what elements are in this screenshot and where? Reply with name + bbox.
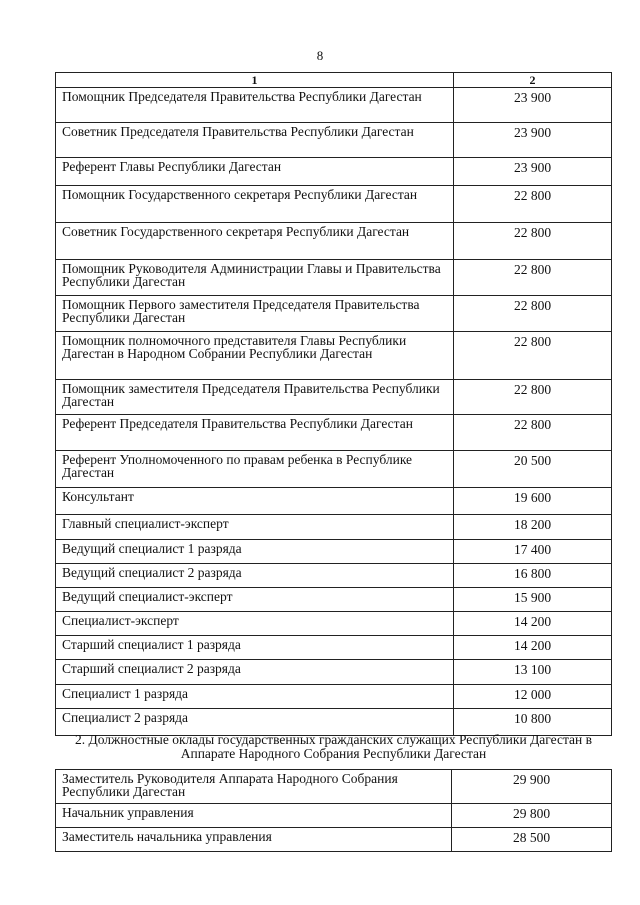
position-cell: Специалист 2 разряда [56,709,454,736]
table-row [56,260,612,296]
salary-cell: 29 900 [452,770,612,804]
salary-cell: 22 800 [454,260,612,296]
position-cell: Помощник Первого заместителя Председателя Правительства Республики Дагестан [56,296,454,332]
salary-cell: 28 500 [452,828,612,852]
page-number: 8 [316,48,324,63]
column-header-2: 2 [454,73,612,88]
salary-cell: 23 900 [454,158,612,186]
position-cell: Помощник заместителя Председателя Правительства Республики Дагестан [56,380,454,415]
salary-cell: 12 000 [454,685,612,709]
salary-cell: 22 800 [454,332,612,380]
table-row [56,770,612,804]
salary-cell: 20 500 [454,451,612,488]
salary-cell: 22 800 [454,186,612,223]
table-row [56,380,612,415]
table-header-row [56,73,612,88]
table-row [56,828,612,852]
position-cell: Референт Уполномоченного по правам ребенка в Республике Дагестан [56,451,454,488]
position-cell: Старший специалист 2 разряда [56,660,454,685]
salary-cell: 10 800 [454,709,612,736]
salary-cell: 19 600 [454,488,612,515]
position-cell: Главный специалист-эксперт [56,515,454,540]
table-row [56,540,612,564]
table-row [56,564,612,588]
position-cell: Ведущий специалист 1 разряда [56,540,454,564]
table-row [56,612,612,636]
salary-cell: 29 800 [452,804,612,828]
table-row [56,636,612,660]
table-row [56,158,612,186]
salary-cell: 15 900 [454,588,612,612]
position-cell: Референт Председателя Правительства Республики Дагестан [56,415,454,451]
table-row [56,515,612,540]
salary-cell: 22 800 [454,380,612,415]
position-cell: Специалист-эксперт [56,612,454,636]
table-row [56,223,612,260]
salary-cell: 14 200 [454,636,612,660]
position-cell: Советник Государственного секретаря Республики Дагестан [56,223,454,260]
salary-cell: 22 800 [454,296,612,332]
position-cell: Начальник управления [56,804,452,828]
salary-cell: 22 800 [454,415,612,451]
table-row [56,660,612,685]
position-cell: Старший специалист 1 разряда [56,636,454,660]
table-row [56,451,612,488]
salary-cell: 13 100 [454,660,612,685]
table-row [56,332,612,380]
salary-cell: 14 200 [454,612,612,636]
position-cell: Помощник полномочного представителя Главы Республики Дагестан в Народном Собрании Республики Дагестан [56,332,454,380]
table-row [56,88,612,123]
table-row [56,123,612,158]
position-cell: Помощник Руководителя Администрации Главы и Правительства Республики Дагестан [56,260,454,296]
position-cell: Ведущий специалист 2 разряда [56,564,454,588]
salary-cell: 23 900 [454,88,612,123]
position-cell: Помощник Председателя Правительства Республики Дагестан [56,88,454,123]
table-row [56,186,612,223]
salary-cell: 18 200 [454,515,612,540]
position-cell: Специалист 1 разряда [56,685,454,709]
table-row [56,488,612,515]
salary-cell: 22 800 [454,223,612,260]
position-cell: Консультант [56,488,454,515]
salary-cell: 23 900 [454,123,612,158]
position-cell: Помощник Государственного секретаря Республики Дагестан [56,186,454,223]
column-header-1: 1 [56,73,454,88]
table-row [56,296,612,332]
salary-cell: 16 800 [454,564,612,588]
section-heading: 2. Должностные оклады государственных гражданских служащих Республики Дагестан в Аппарате Народного Собрания Республики Дагестан [75,732,592,761]
salary-table-1 [55,72,612,736]
table-row [56,804,612,828]
table-row [56,588,612,612]
salary-table-2 [55,769,612,852]
position-cell: Ведущий специалист-эксперт [56,588,454,612]
position-cell: Советник Председателя Правительства Республики Дагестан [56,123,454,158]
salary-cell: 17 400 [454,540,612,564]
position-cell: Заместитель начальника управления [56,828,452,852]
table-row [56,415,612,451]
position-cell: Заместитель Руководителя Аппарата Народного Собрания Республики Дагестан [56,770,452,804]
position-cell: Референт Главы Республики Дагестан [56,158,454,186]
table-row [56,685,612,709]
